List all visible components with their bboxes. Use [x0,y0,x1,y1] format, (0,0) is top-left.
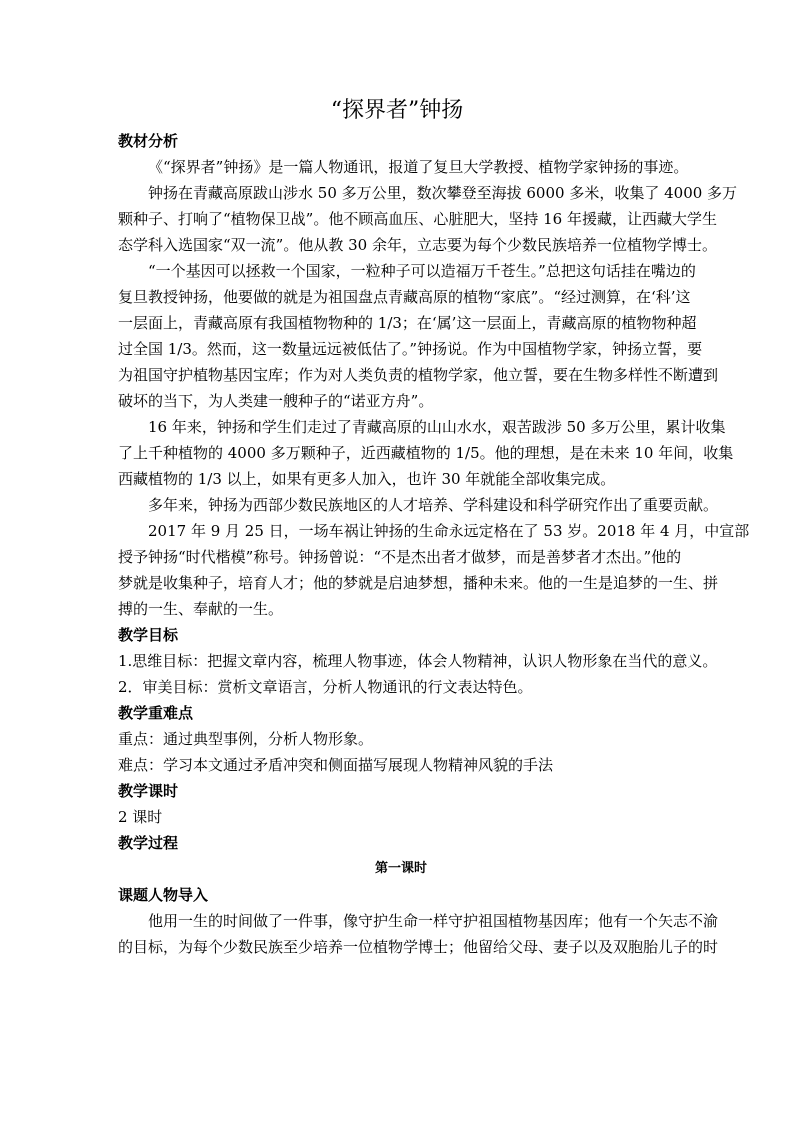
paragraph-line: 为祖国守护植物基因宝库；作为对人类负责的植物学家，他立誓，要在生物多样性不断遭到 [118,366,719,384]
paragraph-line: 2017 年 9 月 25 日，一场车祸让钟扬的生命永远定格在了 53 岁。2018 年 4 月，中宣部 [148,522,750,540]
subsection-heading: 第一课时 [374,861,427,876]
paragraph-line: 了上千种植物的 4000 多万颗种子，近西藏植物的 1/5。他的理想，是在未来 10 年间，收集 [118,444,734,462]
section-heading: 教学重难点 [118,704,194,722]
section-heading: 教学过程 [118,834,179,852]
section-heading: 教学课时 [118,782,179,800]
paragraph-line: 钟扬在青藏高原跋山涉水 50 多万公里，数次攀登至海拔 6000 多米，收集了 4000 多万 [148,184,738,202]
paragraph-line: “一个基因可以拯救一个国家，一粒种子可以造福万千苍生。”总把这句话挂在嘴边的 [148,262,696,280]
paragraph-line: 梦就是收集种子，培育人才；他的梦就是启迪梦想，播种未来。他的一生是追梦的一生、拼 [118,574,719,592]
paragraph-line: 过全国 1/3。然而，这一数量远远被低估了。”钟扬说。作为中国植物学家，钟扬立誓，要 [118,340,703,358]
paragraph-line: 1.思维目标：把握文章内容，梳理人物事迹，体会人物精神，认识人物形象在当代的意义。 [118,652,718,670]
section-heading: 课题人物导入 [118,886,209,904]
section-heading: 教材分析 [118,132,179,150]
paragraph-line: 破坏的当下，为人类建一艘种子的“诺亚方舟”。 [118,392,434,410]
paragraph-line: 一层面上，青藏高原有我国植物物种的 1/3；在‘属’这一层面上，青藏高原的植物物种超 [118,314,697,332]
document-title: “探界者”钟扬 [330,98,464,123]
paragraph-line: 的目标，为每个少数民族至少培养一位植物学博士；他留给父母、妻子以及双胞胎儿子的时 [118,938,719,956]
paragraph-line: 西藏植物的 1/3 以上，如果有更多人加入，也许 30 年就能全部收集完成。 [118,470,616,488]
paragraph-line: 《“探界者”钟扬》是一篇人物通讯，报道了复旦大学教授、植物学家钟扬的事迹。 [148,158,689,176]
paragraph-line: 颗种子、打响了“植物保卫战”。他不顾高血压、心脏肥大，坚持 16 年援藏，让西藏大学生 [118,210,717,228]
paragraph-line: 多年来，钟扬为西部少数民族地区的人才培养、学科建设和科学研究作出了重要贡献。 [148,496,719,514]
paragraph-line: 重点：通过典型事例，分析人物形象。 [118,730,374,748]
paragraph-line: 16 年来，钟扬和学生们走过了青藏高原的山山水水，艰苦跋涉 50 多万公里，累计收集 [148,418,726,436]
section-heading: 教学目标 [118,626,179,644]
paragraph-line: 复旦教授钟扬，他要做的就是为祖国盘点青藏高原的植物“家底”。“经过测算，在‘科’这 [118,288,691,306]
paragraph-line: 2 课时 [118,808,163,826]
paragraph-line: 搏的一生、奉献的一生。 [118,600,284,618]
paragraph-line: 难点：学习本文通过矛盾冲突和侧面描写展现人物精神风貌的手法 [118,756,554,774]
document-body [118,128,750,960]
paragraph-line: 态学科入选国家“双一流”。他从教 30 余年，立志要为每个少数民族培养一位植物学博士。 [118,236,717,254]
paragraph-line: 他用一生的时间做了一件事，像守护生命一样守护祖国植物基因库；他有一个矢志不渝 [148,912,719,930]
paragraph-line: 2．审美目标：赏析文章语言，分析人物通讯的行文表达特色。 [118,678,533,696]
paragraph-line: 授予钟扬“时代楷模”称号。钟扬曾说：“不是杰出者才做梦，而是善梦者才杰出。”他的 [118,548,682,566]
